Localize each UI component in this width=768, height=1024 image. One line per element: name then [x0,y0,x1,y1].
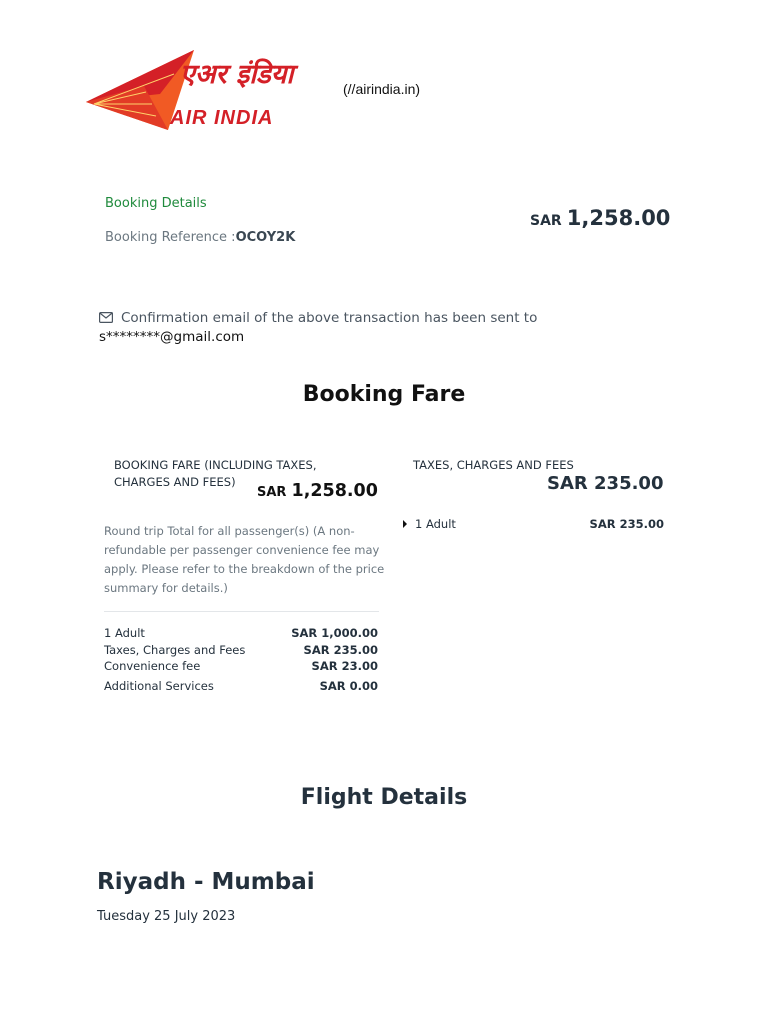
booking-reference-label: Booking Reference : [105,230,236,245]
expand-caret-icon[interactable] [403,520,407,528]
fare-row-amount: 0.00 [349,679,378,693]
booking-details-title: Booking Details [105,196,207,211]
flight-details-heading: Flight Details [300,785,468,810]
booking-fare-amount: 1,258.00 [291,481,378,501]
fare-row-currency: SAR [319,679,346,693]
fare-row-label: 1 Adult [104,626,145,640]
taxes-row-value [590,517,664,531]
fare-row-currency: SAR [291,626,318,640]
logo-hindi-text: एअर इंडिया [180,59,294,90]
booking-fare-currency: SAR [257,485,287,500]
fare-row-amount: 23.00 [341,659,378,673]
booking-fare-heading: Booking Fare [302,382,466,407]
booking-fare-note: Round trip Total for all passenger(s) (A non-refundable per passenger convenience fee may apply. Please refer to the breakdown of the price summary for details.) [104,524,385,595]
fare-breakdown-row [104,659,378,675]
air-india-logo[interactable] [84,46,344,136]
booking-fare-total [257,481,378,501]
booking-total-amount: 1,258.00 [566,206,671,230]
fare-breakdown-row [104,643,378,659]
confirmation-email: s********@gmail.com [99,329,245,345]
airindia-link[interactable]: (//airindia.in) [343,81,421,97]
fare-row-label: Taxes, Charges and Fees [104,643,246,657]
logo-english-text: AIR INDIA [170,107,274,129]
taxes-row-label[interactable]: 1 Adult [415,517,456,531]
fare-row-label: Convenience fee [104,659,201,673]
fare-row-label: Additional Services [104,679,214,693]
fare-breakdown-row [104,626,378,642]
fare-breakdown-row [104,679,378,695]
taxes-total: SAR 235.00 [547,473,664,494]
flight-route: Riyadh - Mumbai [97,869,315,895]
booking-fare-label: BOOKING FARE (INCLUDING TAXES, CHARGES AND FEES) [114,458,317,489]
fare-row-currency: SAR [311,659,338,673]
envelope-icon [99,312,113,323]
fare-row-amount: 1,000.00 [321,626,378,640]
booking-total [530,206,670,230]
fare-row-value [291,626,378,640]
fare-divider [104,611,379,612]
confirmation-message: Confirmation email of the above transaction has been sent to [121,310,538,326]
fare-row-value [312,659,378,673]
taxes-row-currency: SAR [589,517,616,531]
booking-reference [105,230,295,245]
fare-row-value [304,643,378,657]
fare-row-value [320,679,378,693]
fare-row-currency: SAR [303,643,330,657]
taxes-row-amount: 235.00 [619,517,664,531]
flight-date: Tuesday 25 July 2023 [97,909,236,924]
booking-total-currency: SAR [530,213,562,229]
fare-row-amount: 235.00 [333,643,378,657]
taxes-label: TAXES, CHARGES AND FEES [413,458,574,472]
booking-reference-value: OCOY2K [235,230,296,245]
